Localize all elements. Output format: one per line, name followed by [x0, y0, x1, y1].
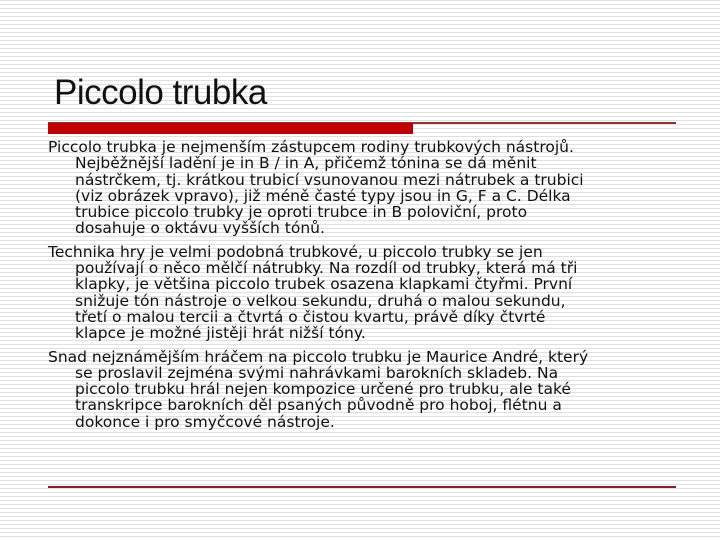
- text-line: transkripce barokních děl psaných původně pro hoboj, flétnu a: [75, 396, 562, 415]
- text-line: klapce je možné jistěji hrát nižší tóny.: [75, 324, 366, 343]
- text-line: Nejběžnější ladění je in B / in A, přičemž tónina se dá měnit: [75, 154, 537, 173]
- text-line: Piccolo trubka je nejmenším zástupcem rodiny trubkových nástrojů.: [48, 138, 574, 156]
- body-text-block: [48, 139, 708, 430]
- paragraph: [48, 139, 708, 237]
- slide-title: Piccolo trubka: [54, 73, 267, 112]
- paragraph: [48, 244, 708, 342]
- text-line: piccolo trubku hrál nejen kompozice určené pro trubku, ale také: [75, 380, 571, 399]
- text-line: dosahuje o oktávu vyšších tónů.: [75, 219, 325, 238]
- paragraph: [48, 349, 708, 430]
- text-line: dokonce i pro smyčcové nástroje.: [75, 412, 335, 431]
- text-line: Snad nejznámějším hráčem na piccolo trubku je Maurice André, který: [48, 347, 589, 366]
- text-line: se proslavil zejména svými nahrávkami barokních skladeb. Na: [75, 363, 559, 382]
- text-line: (viz obrázek vpravo), již méně časté typy jsou in G, F a C. Délka: [75, 186, 571, 205]
- text-line: používají o něco mělčí nátrubky. Na rozdíl od trubky, která má tři: [75, 259, 578, 278]
- text-line: Technika hry je velmi podobná trubkové, u piccolo trubky se jen: [48, 242, 543, 261]
- text-line: nástrčkem, tj. krátkou trubicí vsunovanou mezi nátrubek a trubici: [75, 170, 584, 189]
- text-line: třetí o malou tercii a čtvrtá o čistou kvartu, právě díky čtvrté: [75, 307, 546, 326]
- text-line: trubice piccolo trubky je oproti trubce in B poloviční, proto: [75, 203, 528, 222]
- text-line: snižuje tón nástroje o velkou sekundu, druhá o malou sekundu,: [75, 291, 566, 310]
- text-line: klapky, je většina piccolo trubek osazena klapkami čtyřmi. První: [75, 275, 573, 294]
- title-accent-bar: [48, 123, 413, 134]
- footer-rule: [48, 486, 676, 488]
